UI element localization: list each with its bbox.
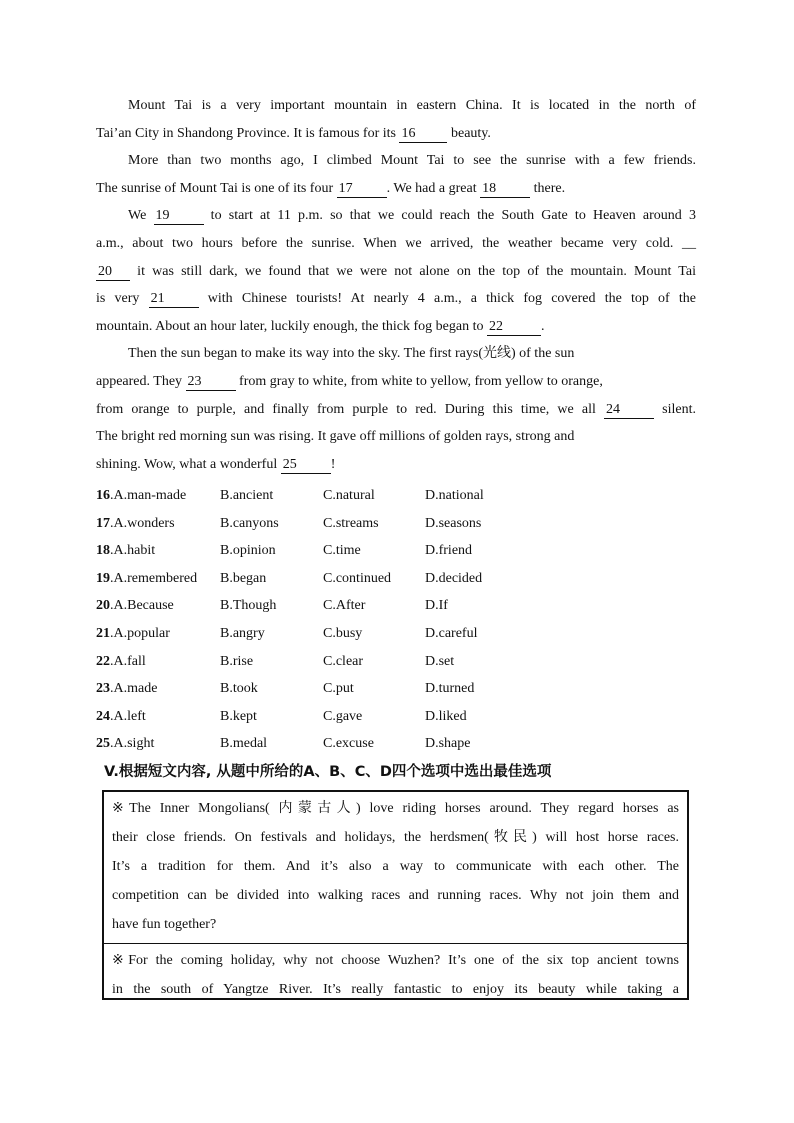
question-row [96, 703, 576, 731]
option-b: B.opinion [220, 543, 276, 559]
option-c: C.put [323, 681, 354, 697]
option-text: .A.wonders [110, 515, 175, 531]
box-line: ※For the coming holiday, why not choose Wuzhen? It’s one of the six top ancient towns [112, 953, 679, 968]
blank-25: 25 [281, 456, 331, 474]
option-d: D.decided [425, 570, 483, 586]
box-line: in the south of Yangtze River. It’s really fantastic to enjoy its beauty while taking a [112, 982, 679, 997]
blank-19: 19 [154, 207, 204, 225]
question-number: 24 [96, 708, 110, 724]
option-c: C.clear [323, 653, 364, 669]
question-number: 17 [96, 515, 110, 531]
passage-line: appeared. They 23 from gray to white, from white to yellow, from yellow to orange, [96, 373, 603, 389]
blank-22: 22 [487, 318, 541, 336]
section-heading: V.根据短文内容, 从题中所给的A、B、C、D四个选项中选出最佳选项 [104, 764, 552, 780]
question-number: 25 [96, 736, 110, 752]
option-b: B.rise [220, 653, 254, 669]
question-row [96, 510, 576, 538]
blank-17: 17 [337, 180, 387, 198]
option-a [96, 703, 146, 731]
question-row [96, 730, 576, 758]
question-row [96, 620, 576, 648]
option-text: .A.popular [110, 625, 170, 641]
option-c: C.time [323, 543, 361, 559]
blank-24: 24 [604, 401, 654, 419]
passage-line: The bright red morning sun was rising. It gave off millions of golden rays, strong and [96, 429, 575, 445]
option-c: C.busy [323, 625, 363, 641]
option-c: C.gave [323, 708, 363, 724]
question-row [96, 482, 576, 510]
passage-line: mountain. About an hour later, luckily enough, the thick fog began to 22 . [96, 318, 545, 334]
option-a [96, 537, 155, 565]
question-row [96, 537, 576, 565]
box-line: have fun together? [112, 917, 217, 932]
option-a [96, 648, 146, 676]
option-d: D.friend [425, 543, 473, 559]
option-d: D.seasons [425, 515, 482, 531]
question-number: 22 [96, 653, 110, 669]
passage-line: Tai’an City in Shandong Province. It is famous for its 16 beauty. [96, 125, 491, 141]
option-text: .A.fall [110, 653, 146, 669]
option-a [96, 482, 186, 510]
question-row [96, 565, 576, 593]
option-text: .A.Because [110, 598, 174, 614]
option-text: .A.remembered [110, 570, 198, 586]
option-d: D.shape [425, 736, 471, 752]
blank-16: 16 [399, 125, 447, 143]
question-row [96, 648, 576, 676]
passage-line: We 19 to start at 11 p.m. so that we could reach the South Gate to Heaven around 3 [128, 208, 696, 224]
option-b: B.began [220, 570, 267, 586]
passage-line: shining. Wow, what a wonderful 25 ! [96, 456, 336, 472]
passage-line: Then the sun began to make its way into the sky. The first rays(光线) of the sun [128, 346, 575, 362]
option-text: .A.man-made [110, 488, 187, 503]
option-d: D.turned [425, 681, 475, 697]
option-c: C.continued [323, 570, 392, 586]
box-line: their close friends. On festivals and holidays, the herdsmen(牧民) will host horse races. [112, 830, 679, 845]
question-number: 18 [96, 543, 110, 559]
option-b: B.canyons [220, 515, 279, 531]
blank-21: 21 [149, 290, 199, 308]
question-number: 20 [96, 598, 110, 614]
option-b: B.kept [220, 708, 257, 724]
option-text: .A.made [110, 681, 158, 697]
option-a [96, 675, 157, 703]
passage-line: from orange to purple, and finally from purple to red. During this time, we all 24 silent. [96, 401, 696, 417]
option-b: B.took [220, 681, 258, 697]
option-a [96, 510, 175, 538]
option-b: B.ancient [220, 488, 274, 503]
passage-line: The sunrise of Mount Tai is one of its four 17 . We had a great 18 there. [96, 180, 566, 196]
box-paragraph-2 [104, 943, 687, 1000]
blank-18: 18 [480, 180, 530, 198]
option-a [96, 620, 170, 648]
option-d: D.If [425, 598, 448, 614]
answer-options [96, 482, 576, 758]
box-line: competition can be divided into walking races and running races. Why not join them and [112, 888, 679, 903]
option-a [96, 592, 174, 620]
passage-line: a.m., about two hours before the sunrise. When we arrived, the weather became very cold. __ [96, 235, 696, 251]
box-line: It’s a tradition for them. And it’s also a way to communicate with each other. The [112, 859, 679, 874]
option-b: B.medal [220, 736, 268, 752]
option-a [96, 730, 154, 758]
option-d: D.set [425, 653, 455, 669]
option-text: .A.left [110, 708, 146, 724]
question-number: 16 [96, 488, 110, 503]
blank-20: 20 [96, 263, 130, 281]
reading-box [102, 790, 689, 1000]
option-d: D.liked [425, 708, 467, 724]
option-a [96, 565, 197, 593]
option-text: .A.habit [110, 543, 156, 559]
passage-line: Mount Tai is a very important mountain in eastern China. It is located in the north of [128, 98, 696, 113]
question-row [96, 675, 576, 703]
box-line: ※The Inner Mongolians( 内蒙古人) love riding horses around. They regard horses as [112, 801, 679, 816]
option-c: C.natural [323, 488, 375, 503]
option-b: B.Though [220, 598, 277, 614]
option-text: .A.sight [110, 736, 155, 752]
question-number: 23 [96, 681, 110, 697]
cloze-passage [96, 92, 696, 478]
question-row [96, 592, 576, 620]
passage-line: More than two months ago, I climbed Mount Tai to see the sunrise with a few friends. [128, 153, 696, 169]
option-c: C.streams [323, 515, 379, 531]
option-d: D.national [425, 488, 484, 503]
question-number: 19 [96, 570, 110, 586]
option-b: B.angry [220, 625, 265, 641]
option-d: D.careful [425, 625, 478, 641]
box-paragraph-1 [104, 792, 687, 943]
blank-23: 23 [186, 373, 236, 391]
option-c: C.After [323, 598, 366, 614]
question-number: 21 [96, 625, 110, 641]
option-c: C.excuse [323, 736, 374, 752]
passage-line: 20 it was still dark, we found that we were not alone on the top of the mountain. Mount Tai [98, 263, 696, 279]
passage-line: is very 21 with Chinese tourists! At nearly 4 a.m., a thick fog covered the top of the [96, 291, 697, 307]
